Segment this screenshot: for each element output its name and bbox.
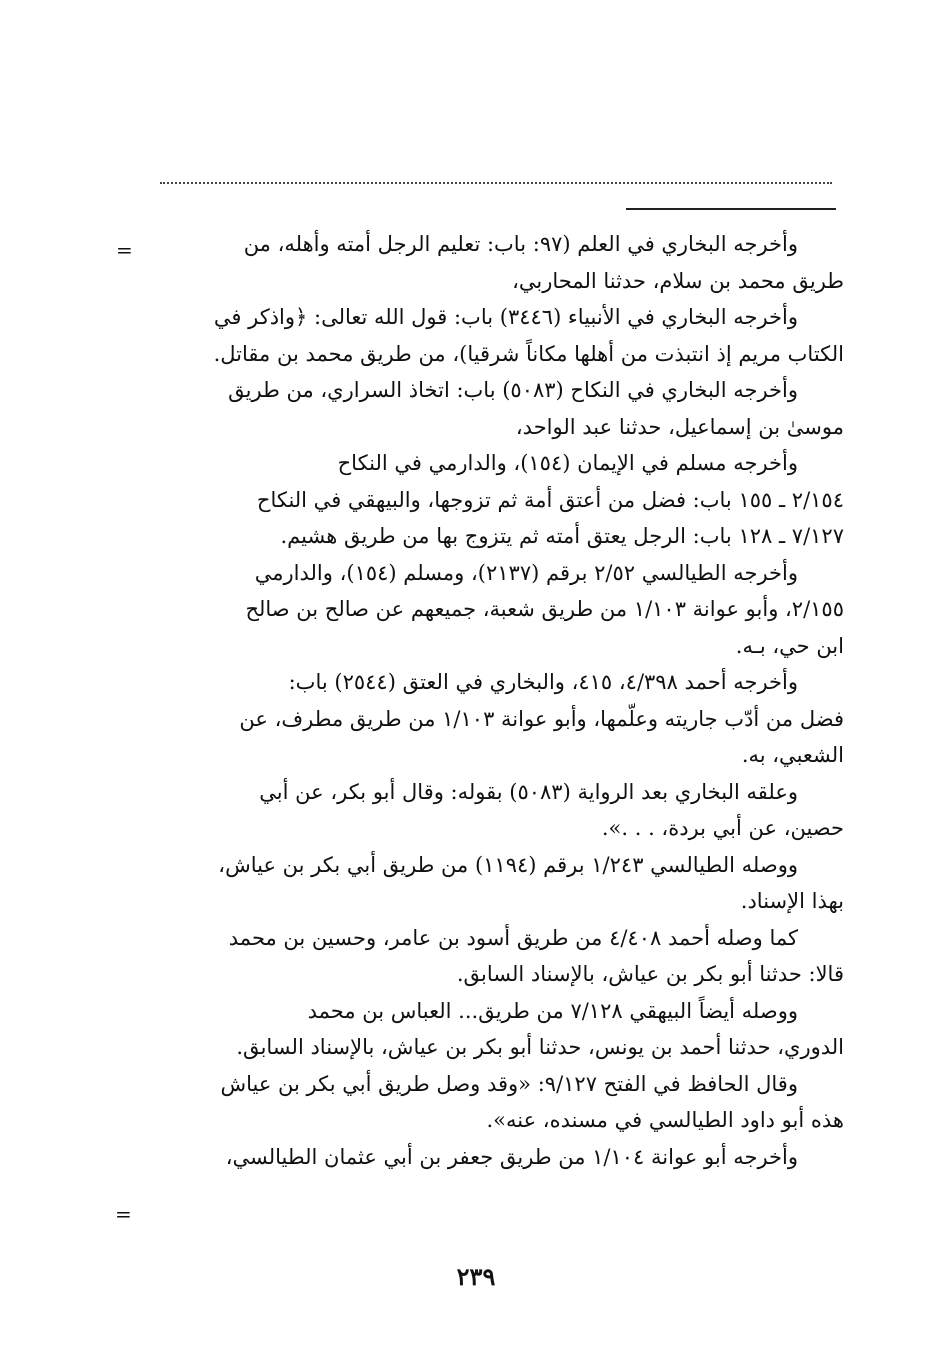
text-line: هذه أبو داود الطيالسي في مسنده، عنه». <box>486 1108 844 1132</box>
text-line: موسىٰ بن إسماعيل، حدثنا عبد الواحد، <box>515 414 844 439</box>
continuation-mark-end: = <box>115 1202 132 1226</box>
text-line: وأخرجه مسلم في الإيمان (١٥٤)، والدارمي في النكاح <box>337 451 798 475</box>
continuation-mark-start: = <box>116 238 133 262</box>
text-line: الشعبي، به. <box>741 743 844 767</box>
text-line: وأخرجه الطيالسي ٢/٥٢ برقم (٢١٣٧)، ومسلم (١٥٤)، والدارمي <box>254 560 798 585</box>
text-line: ووصله الطيالسي ١/٢٤٣ برقم (١١٩٤) من طريق أبي بكر بن عياش، <box>218 852 798 877</box>
text-line: الكتاب مريم إذ انتبذت من أهلها مكاناً شرقيا)، من طريق محمد بن مقاتل. <box>213 341 844 366</box>
text-line: كما وصله أحمد ٤/٤٠٨ من طريق أسود بن عامر، وحسين بن محمد <box>228 925 798 950</box>
text-line: ابن حي، بـه. <box>735 633 844 658</box>
text-line: وقال الحافظ في الفتح ٩/١٢٧: «وقد وصل طريق أبي بكر بن عياش <box>220 1071 798 1096</box>
text-line: حصين، عن أبي بردة، . . .». <box>601 816 844 840</box>
text-line: ٧/١٢٧ ـ ١٢٨ باب: الرجل يعتق أمته ثم يتزوج بها من طريق هشيم. <box>280 524 844 548</box>
text-line: وأخرجه البخاري في الأنبياء (٣٤٤٦) باب: قول الله تعالى: ﴿واذكر في <box>213 305 798 329</box>
dotted-separator <box>160 182 832 184</box>
text-line: فضل من أدّب جاريته وعلّمها، وأبو عوانة ١/١٠٣ من طريق مطرف، عن <box>239 706 844 731</box>
text-line: وأخرجه البخاري في النكاح (٥٠٨٣) باب: اتخاذ السراري، من طريق <box>228 378 798 402</box>
footnote-rule <box>626 208 836 210</box>
text-line: الدوري، حدثنا أحمد بن يونس، حدثنا أبو بكر بن عياش، بالإسناد السابق. <box>236 1035 844 1059</box>
page-number: ٢٣٩ <box>456 1262 496 1291</box>
text-line: ووصله أيضاً البيهقي ٧/١٢٨ من طريق... العباس بن محمد <box>307 998 798 1023</box>
text-line: وعلقه البخاري بعد الرواية (٥٠٨٣) بقوله: وقال أبو بكر، عن أبي <box>259 779 798 804</box>
footnote-text <box>150 226 844 1175</box>
text-line: بهذا الإسناد. <box>740 889 844 913</box>
text-line: ٢/١٥٥، وأبو عوانة ١/١٠٣ من طريق شعبة، جميعهم عن صالح بن صالح <box>245 597 844 621</box>
text-line: وأخرجه البخاري في العلم (٩٧: باب: تعليم الرجل أمته وأهله، من <box>243 232 798 256</box>
text-line: قالا: حدثنا أبو بكر بن عياش، بالإسناد السابق. <box>456 962 844 986</box>
text-line: وأخرجه أحمد ٤/٣٩٨، ٤١٥، والبخاري في العتق (٢٥٤٤) باب: <box>288 670 798 694</box>
text-line: وأخرجه أبو عوانة ١/١٠٤ من طريق جعفر بن أبي عثمان الطيالسي، <box>225 1144 798 1169</box>
text-line: ٢/١٥٤ ـ ١٥٥ باب: فضل من أعتق أمة ثم تزوجها، والبيهقي في النكاح <box>256 487 844 512</box>
text-line: طريق محمد بن سلام، حدثنا المحاربي، <box>512 268 844 293</box>
